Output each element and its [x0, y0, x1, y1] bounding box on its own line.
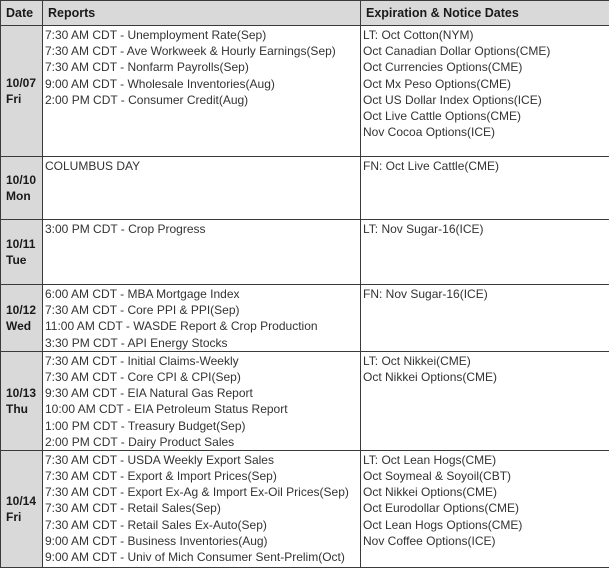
expiration-item: Oct Currencies Options(CME) [363, 59, 607, 75]
reports-cell [43, 351, 361, 450]
weekday-label: Fri [6, 509, 37, 525]
expiration-item: FN: Oct Live Cattle(CME) [363, 158, 607, 174]
table-row [1, 285, 609, 352]
date-label: 10/07 [6, 75, 37, 91]
report-item: COLUMBUS DAY [45, 158, 358, 174]
date-cell [1, 351, 43, 450]
reports-cell [43, 26, 361, 157]
weekday-label: Thu [6, 401, 37, 417]
header-row [1, 1, 609, 26]
date-label: 10/11 [6, 236, 37, 252]
report-item: 7:30 AM CDT - USDA Weekly Export Sales [45, 452, 358, 468]
date-label: 10/12 [6, 302, 37, 318]
report-item: 3:00 PM CDT - Crop Progress [45, 221, 358, 237]
date-cell [1, 26, 43, 157]
report-item: 7:30 AM CDT - Export Ex-Ag & Import Ex-Oil Prices(Sep) [45, 484, 358, 500]
table-row [1, 220, 609, 285]
report-item: 7:30 AM CDT - Core PPI & PPI(Sep) [45, 302, 358, 318]
expiration-item: Oct Eurodollar Options(CME) [363, 500, 607, 516]
expiration-item: Nov Cocoa Options(ICE) [363, 124, 607, 140]
date-cell [1, 157, 43, 220]
expiration-column-header: Expiration & Notice Dates [361, 1, 609, 26]
report-item: 1:00 PM CDT - Treasury Budget(Sep) [45, 418, 358, 434]
expiration-item: FN: Nov Sugar-16(ICE) [363, 286, 607, 302]
expiration-item: Nov Coffee Options(ICE) [363, 533, 607, 549]
report-item: 3:30 PM CDT - API Energy Stocks [45, 335, 358, 351]
date-column-header: Date [1, 1, 43, 26]
expiration-item: Oct Mx Peso Options(CME) [363, 76, 607, 92]
report-item: 11:00 AM CDT - WASDE Report & Crop Production [45, 318, 358, 334]
weekday-label: Mon [6, 188, 37, 204]
reports-cell [43, 285, 361, 352]
reports-cell [43, 220, 361, 285]
expiration-item: Oct Soymeal & Soyoil(CBT) [363, 468, 607, 484]
weekday-label: Tue [6, 252, 37, 268]
report-item: 9:00 AM CDT - Univ of Mich Consumer Sent-Prelim(Oct) [45, 549, 358, 565]
expiration-item: LT: Oct Cotton(NYM) [363, 27, 607, 43]
expiration-item: Oct Nikkei Options(CME) [363, 484, 607, 500]
reports-cell [43, 157, 361, 220]
report-item: 7:30 AM CDT - Initial Claims-Weekly [45, 353, 358, 369]
expiration-item: LT: Oct Lean Hogs(CME) [363, 452, 607, 468]
date-label: 10/13 [6, 385, 37, 401]
report-item: 2:00 PM CDT - Consumer Credit(Aug) [45, 92, 358, 108]
reports-cell [43, 450, 361, 567]
expiration-cell [361, 285, 609, 352]
date-cell [1, 450, 43, 567]
expiration-item: Oct Live Cattle Options(CME) [363, 108, 607, 124]
expiration-cell [361, 220, 609, 285]
weekday-label: Wed [6, 318, 37, 334]
report-item: 7:30 AM CDT - Retail Sales Ex-Auto(Sep) [45, 517, 358, 533]
report-item: 7:30 AM CDT - Retail Sales(Sep) [45, 500, 358, 516]
expiration-item: Oct Lean Hogs Options(CME) [363, 517, 607, 533]
expiration-cell [361, 26, 609, 157]
expiration-item: LT: Nov Sugar-16(ICE) [363, 221, 607, 237]
calendar-body [1, 26, 609, 568]
expiration-item: Oct Nikkei Options(CME) [363, 369, 607, 385]
reports-column-header: Reports [43, 1, 361, 26]
report-item: 9:30 AM CDT - EIA Natural Gas Report [45, 385, 358, 401]
report-item: 2:00 PM CDT - Dairy Product Sales [45, 434, 358, 450]
expiration-item: Oct Canadian Dollar Options(CME) [363, 43, 607, 59]
expiration-item: Oct US Dollar Index Options(ICE) [363, 92, 607, 108]
expiration-cell [361, 351, 609, 450]
date-label: 10/14 [6, 493, 37, 509]
table-row [1, 26, 609, 157]
report-item: 9:00 AM CDT - Business Inventories(Aug) [45, 533, 358, 549]
report-item: 9:00 AM CDT - Wholesale Inventories(Aug) [45, 76, 358, 92]
date-cell [1, 220, 43, 285]
expiration-item: LT: Oct Nikkei(CME) [363, 353, 607, 369]
table-row [1, 351, 609, 450]
table-row [1, 450, 609, 567]
expiration-cell [361, 450, 609, 567]
report-item: 7:30 AM CDT - Nonfarm Payrolls(Sep) [45, 59, 358, 75]
report-item: 7:30 AM CDT - Export & Import Prices(Sep) [45, 468, 358, 484]
table-row [1, 157, 609, 220]
weekday-label: Fri [6, 91, 37, 107]
report-item: 7:30 AM CDT - Unemployment Rate(Sep) [45, 27, 358, 43]
report-item: 6:00 AM CDT - MBA Mortgage Index [45, 286, 358, 302]
report-item: 10:00 AM CDT - EIA Petroleum Status Report [45, 401, 358, 417]
date-label: 10/10 [6, 172, 37, 188]
date-cell [1, 285, 43, 352]
expiration-cell [361, 157, 609, 220]
report-item: 7:30 AM CDT - Core CPI & CPI(Sep) [45, 369, 358, 385]
report-item: 7:30 AM CDT - Ave Workweek & Hourly Earnings(Sep) [45, 43, 358, 59]
